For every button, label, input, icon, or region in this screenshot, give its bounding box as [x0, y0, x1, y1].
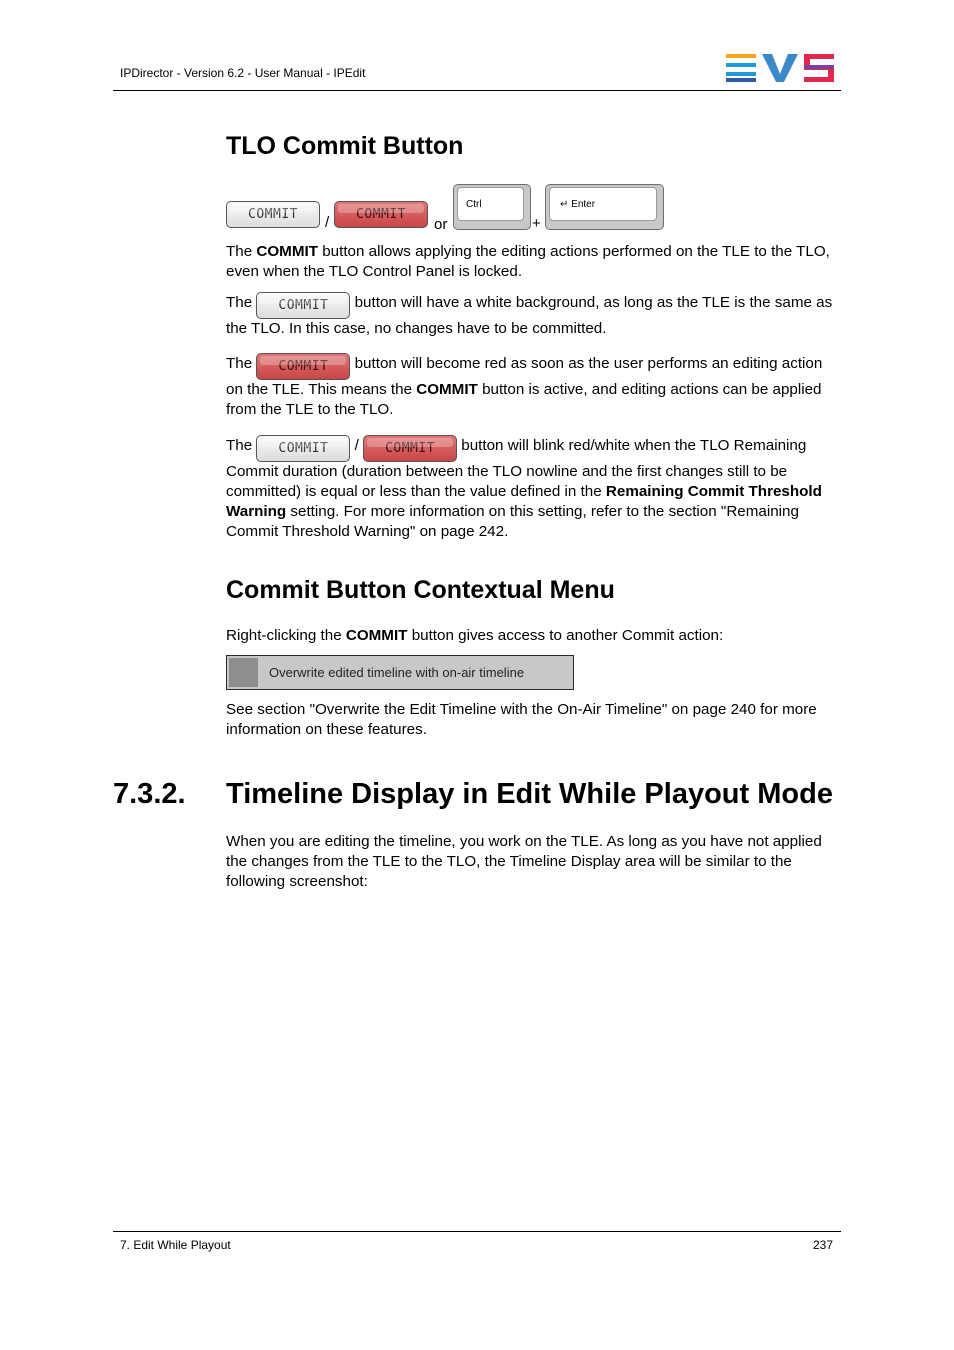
commit-button-white: COMMIT — [226, 201, 320, 228]
commit-button-white: COMMIT — [256, 292, 350, 319]
paragraph-commit-red: The COMMIT button will become red as soon as the user performs an editing action on the TLE. This means the COMMIT button is active, and editing actions can be applied from the TLE to the TLO. — [226, 355, 823, 418]
chapter-title: Timeline Display in Edit While Playout Mode — [226, 778, 833, 810]
commit-button-red: COMMIT — [256, 353, 350, 380]
context-menu-image — [226, 655, 574, 690]
chapter-number: 7.3.2. — [113, 778, 186, 810]
footer-chapter: 7. Edit While Playout — [120, 1238, 231, 1252]
commit-button-red: COMMIT — [363, 435, 457, 462]
header-title: IPDirector - Version 6.2 - User Manual - IPEdit — [120, 66, 366, 80]
page-number: 237 — [813, 1238, 834, 1252]
or-text: or — [434, 216, 448, 233]
paragraph-right-click: Right-clicking the COMMIT button gives access to another Commit action: — [226, 627, 724, 644]
commit-button-white: COMMIT — [256, 435, 350, 462]
slash: / — [325, 214, 330, 231]
enter-arrow-icon: ↵ — [560, 199, 569, 210]
section-title-context-menu: Commit Button Contextual Menu — [226, 576, 615, 604]
plus-sign: + — [532, 215, 541, 232]
paragraph-commit-blink: The COMMIT / COMMIT button will blink red/white when the TLO Remaining Commit duration (duration between the TLO nowline and the first changes still to be committed) is equal or less than the value defined in the Remaining Commit Threshold Warning setting. For more information on this setting, refer to the section "Remaining Commit Threshold Warning" on page 242. — [226, 437, 822, 540]
commit-button-red: COMMIT — [334, 201, 428, 228]
evs-logo — [726, 54, 834, 82]
enter-key — [545, 184, 664, 230]
menu-icon-gutter — [229, 658, 258, 687]
paragraph-timeline-display: When you are editing the timeline, you work on the TLE. As long as you have not applied the changes from the TLE to the TLO, the Timeline Display area will be similar to the following screenshot: — [226, 833, 822, 890]
commit-button-white-image — [226, 201, 320, 228]
paragraph-see-section: See section "Overwrite the Edit Timeline with the On-Air Timeline" on page 240 for more information on these features. — [226, 701, 817, 738]
commit-button-red-image — [334, 201, 428, 228]
paragraph-commit-intro: The COMMIT button allows applying the editing actions performed on the TLE to the TLO, even when the TLO Control Panel is locked. — [226, 243, 830, 280]
footer-rule — [113, 1231, 841, 1232]
menu-item-overwrite: Overwrite edited timeline with on-air timeline — [269, 665, 525, 680]
section-title-tlo-commit: TLO Commit Button — [226, 132, 464, 160]
header-rule — [113, 90, 841, 91]
ctrl-key-label: Ctrl — [457, 187, 524, 221]
paragraph-commit-white: The COMMIT button will have a white background, as long as the TLE is the same as the TLO. In this case, no changes have to be committed. — [226, 294, 833, 337]
ctrl-key — [453, 184, 531, 230]
chapter-heading — [113, 778, 833, 811]
enter-key-label: Enter — [571, 199, 596, 210]
